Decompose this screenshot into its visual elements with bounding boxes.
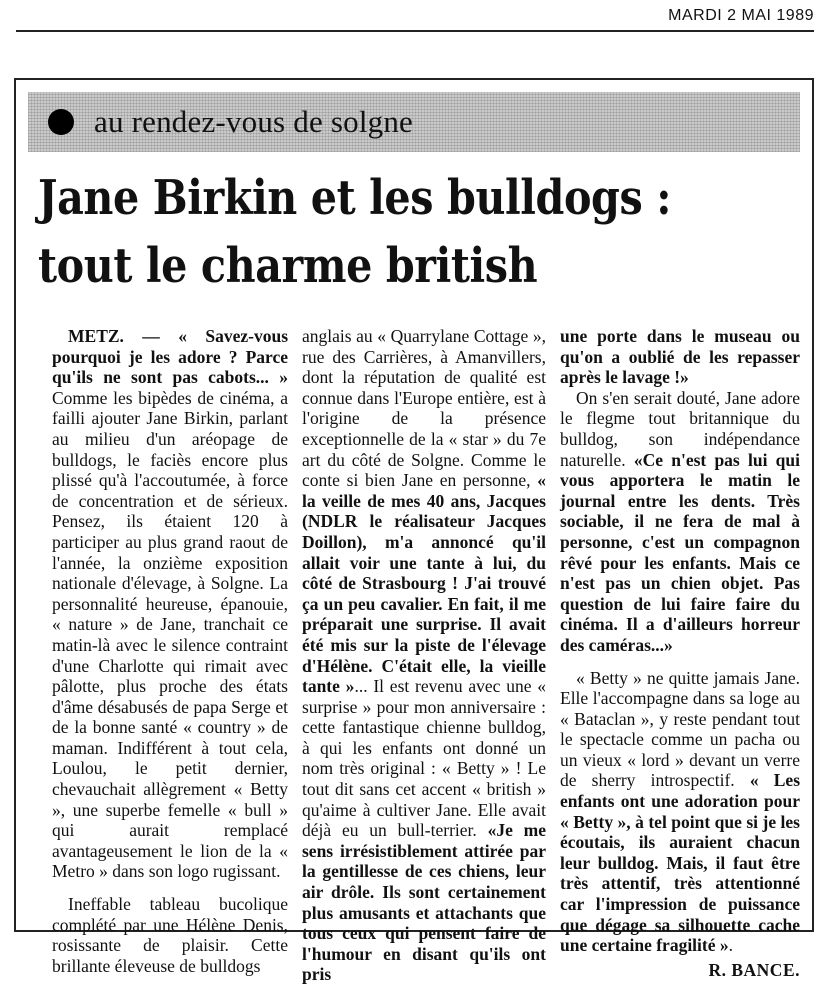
body-text: ... Il est revenu avec une « surprise » pour mon anniversaire : cette fantastique chienne bulldog, à qui les enfants ont donné un nom très original : « Betty » ! Le tout dit sans cet accent « british » qu'aime à cultiver Jane. Elle avait déjà eu un bull-terrier.: [302, 676, 547, 841]
quote: « Savez-vous pourquoi je les adore ? Parce qu'ils ne sont pas cabots... »: [52, 326, 289, 388]
paragraph: [560, 668, 800, 956]
quote: « Les enfants ont une adoration pour « Betty », à tel point que si je les écoutais, ils auraient chacun leur bulldog. Mais, il faut être très attentif, très attentionné car l'impression de puissance que dégage sa silhouette cache une certaine fragilité »: [560, 770, 801, 956]
paragraph: [560, 388, 800, 656]
top-rule: [16, 30, 814, 32]
rubric-label: au rendez-vous de solgne: [94, 104, 413, 139]
paragraph: [52, 326, 288, 882]
article-column-3: [560, 326, 800, 980]
bullet-dot-icon: [48, 109, 74, 135]
place-lead: METZ. —: [68, 326, 160, 346]
article-column-1: [52, 326, 288, 976]
body-text: « Betty » ne quitte jamais Jane. Elle l'accompagne dans sa loge au « Bataclan », y reste pendant tout le spectacle comme un pacha ou un vieux « lord » devant un verre de sherry introspectif.: [560, 667, 800, 791]
quote: une porte dans le museau ou qu'on a oublié de les repasser après le lavage !»: [560, 326, 800, 388]
body-text: On s'en serait douté, Jane adore le flegme tout britannique du bulldog, son indépendance naturelle.: [560, 387, 800, 470]
headline-line-2: tout le charme british: [38, 238, 538, 294]
author-signature: R. BANCE.: [708, 959, 800, 980]
quote: «Ce n'est pas lui qui vous apportera le matin le journal entre les dents. Très sociable, il ne fera de mal à personne, c'est un compagnon rêvé pour les enfants. Mais ce n'est pas un chien objet. Pas question de lui faire faire du cinéma. Il a d'ailleurs horreur des caméras...»: [560, 449, 800, 655]
body-text: .: [728, 935, 734, 956]
quote: « la veille de mes 40 ans, Jacques (NDLR le réalisateur Jacques Doillon), m'a annoncé qu'il allait voir une tante à lui, du côté de Strasbourg ! J'ai trouvé ça un peu cavalier. En fait, il me préparait une surprise. Il avait été mis sur la piste de l'élevage d'Hélène. C'était elle, la vieille tante »: [302, 470, 547, 697]
quote: «Je me sens irrésistiblement attirée par la gentillesse de ces chiens, leur air drôle. Ils sont certainement plus amusants et attachants que tous ceux qui pensent faire de l'humour en disant qu'ils ont pris: [302, 820, 547, 985]
headline-line-1: Jane Birkin et les bulldogs :: [38, 170, 672, 226]
paragraph: [302, 326, 546, 985]
rubric-banner: [28, 92, 800, 152]
article-column-2: [302, 326, 546, 985]
body-text: anglais au « Quarrylane Cottage », rue des Carrières, à Amanvillers, dont la réputation de qualité est connue dans l'Europe entière, est à l'origine de la présence exceptionnelle de la « star » du 7e art du côté de Solgne. Comme le conte si bien Jane en personne,: [302, 326, 546, 491]
headline: [38, 164, 795, 300]
paragraph: Ineffable tableau bucolique complété par une Hélène Denis, rosissante de plaisir. Cette brillante éleveuse de bulldogs: [52, 894, 288, 976]
body-text: Comme les bipèdes de cinéma, a failli ajouter Jane Birkin, parlant au milieu d'un aréopage de bulldogs, le faciès encore plus plissé qu'à l'accoutumée, à force de concentration et de sérieux. Pensez, ils étaient 120 à participer au plus grand raout de l'année, la onzième exposition nationale d'élevage, à Solgne. La personnalité heureuse, épanouie, « nature » de Jane, tranchait ce matin-là avec le silence contraint d'une Charlotte qui rimait avec pâlotte, plus proche des états d'âme désabusés de papa Serge et de la bonne santé « country » de maman. Indifférent à tout cela, Loulou, le petit dernier, chevauchait allègrement « Betty », une superbe femelle « bull » qui aurait remplacé avantageusement le lion de la « Metro » dans son logo rugissant.: [52, 387, 288, 882]
dateline: MARDI 2 MAI 1989: [668, 7, 814, 24]
